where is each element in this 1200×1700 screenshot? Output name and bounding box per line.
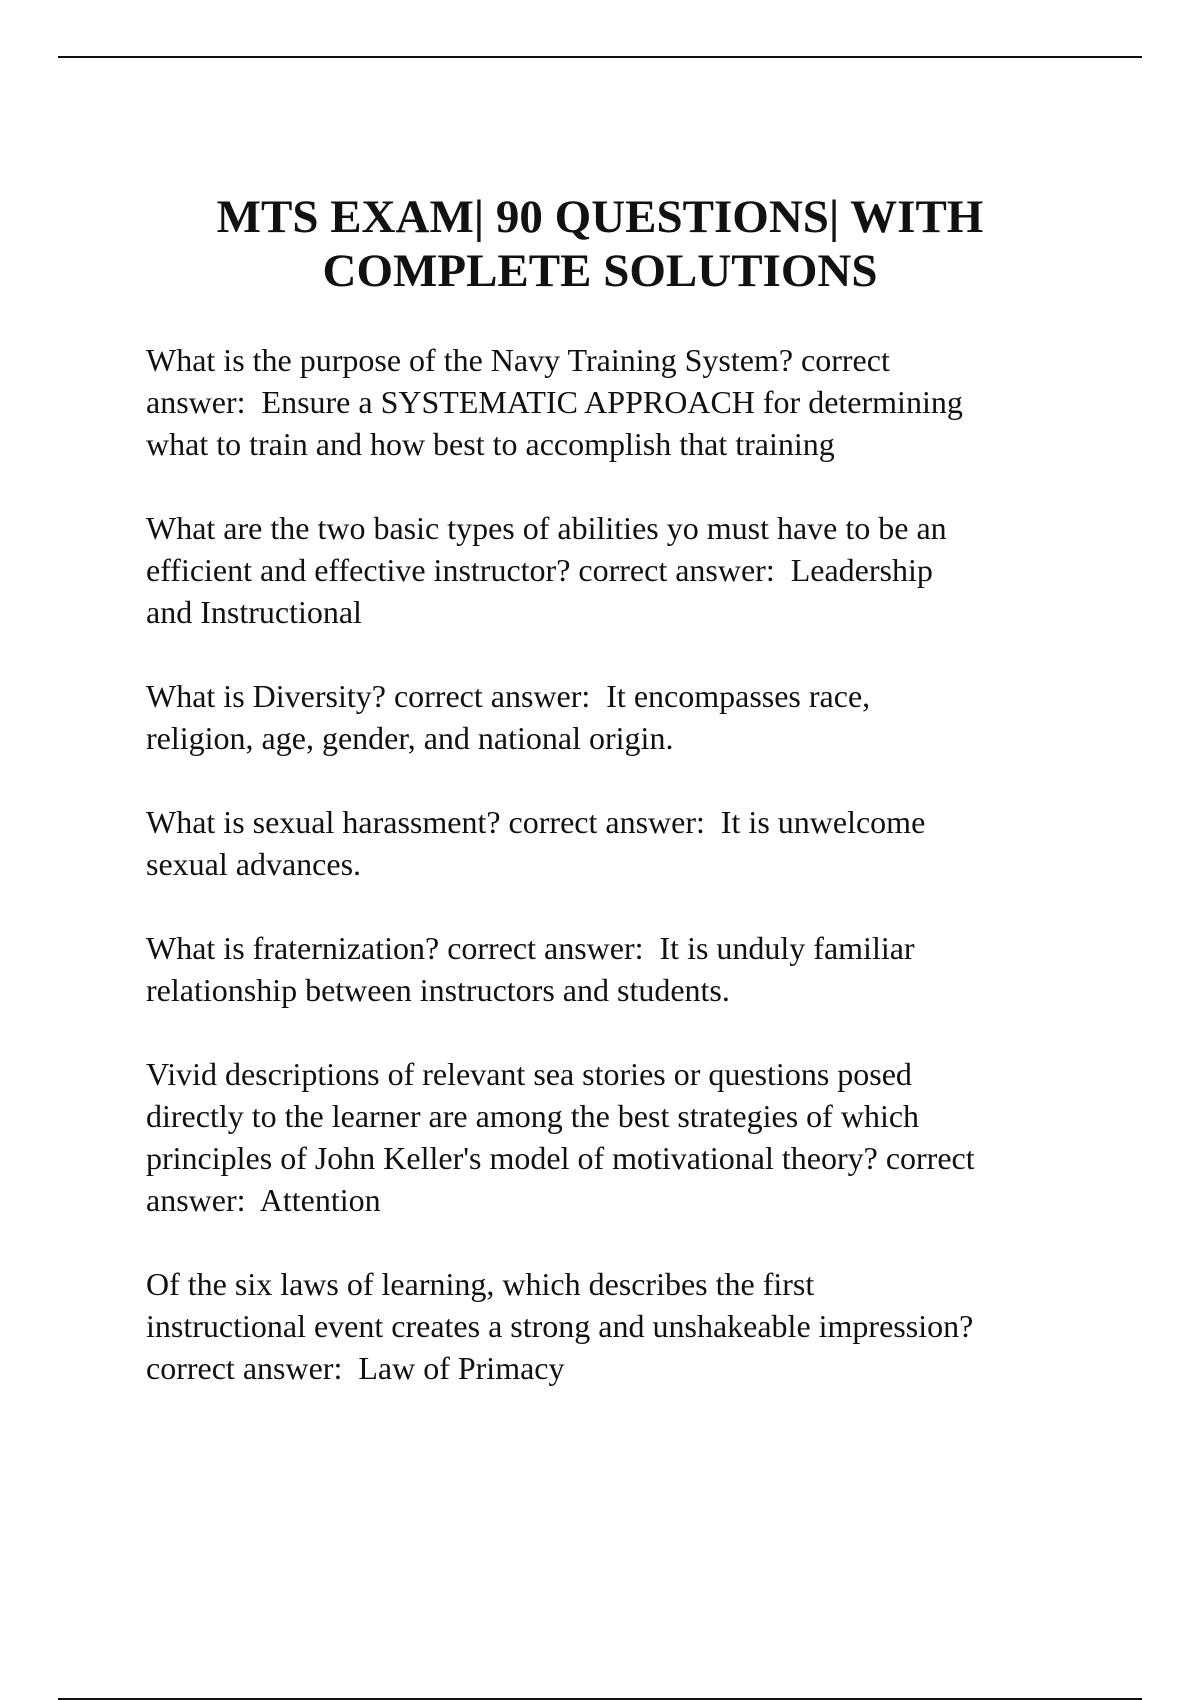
question-answer-3: What is Diversity? correct answer: It encompasses race, religion, age, gender, and national origin. [146,678,871,756]
question-answer-7: Of the six laws of learning, which describes the first instructional event creates a strong and unshakeable impression? correct answer: Law of Primacy [146,1266,974,1386]
question-answer-2: What are the two basic types of abilities yo must have to be an efficient and effective instructor? correct answer: Leadership and Instructional [146,510,947,630]
question-answer-4: What is sexual harassment? correct answer: It is unwelcome sexual advances. [146,804,926,882]
question-answer-1: What is the purpose of the Navy Training System? correct answer: Ensure a SYSTEMATIC APPROACH for determining what to train and how best to accomplish that training [146,342,963,462]
question-answer-list [146,339,1106,1431]
title-line-1: MTS EXAM| 90 QUESTIONS| WITH [216,191,984,243]
top-rule [58,56,1142,58]
question-answer-5: What is fraternization? correct answer: It is unduly familiar relationship between instructors and students. [146,930,915,1008]
title-line-2: COMPLETE SOLUTIONS [322,245,878,297]
document-title [120,190,1080,298]
question-answer-6: Vivid descriptions of relevant sea stories or questions posed directly to the learner are among the best strategies of which principles of John Keller's model of motivational theory? correct answer: Attention [146,1056,975,1218]
